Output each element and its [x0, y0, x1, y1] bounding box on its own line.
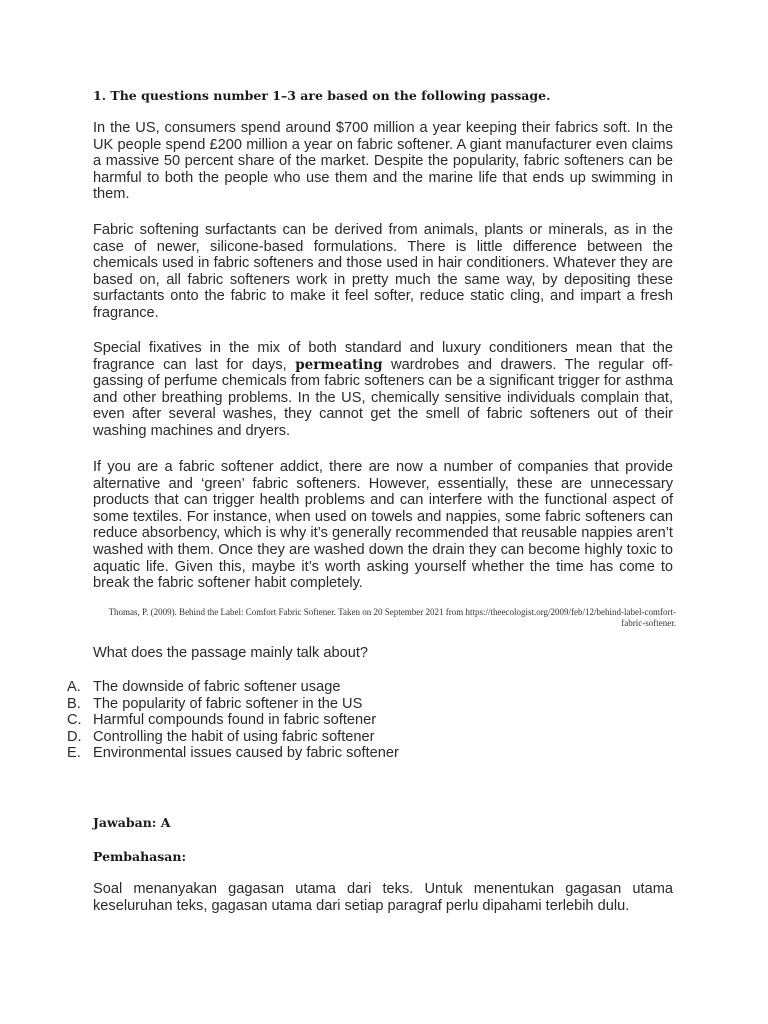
option-d: [67, 729, 677, 746]
paragraph-3-text-end: wardrobes and drawers. The regular off-gassing of perfume chemicals from fabric softeners can be a significant trigger for asthma and other breathing problems. In the US, chemically sensitive individuals complain that, even after several washes, they cannot get the smell of fabric softeners out of their washing machines and dryers.: [93, 356, 674, 439]
option-text: Harmful compounds found in fabric softener: [93, 712, 377, 729]
passage-citation: Thomas, P. (2009). Behind the Label: Comfort Fabric Softener. Taken on 20 September 2021 from https://theecologist.org/2009/feb/12/behind-label-comfort-fabric-softener.: [108, 607, 676, 628]
answer-key: Jawaban: A: [93, 815, 171, 830]
option-letter: C.: [67, 712, 82, 729]
option-b: [67, 696, 677, 713]
option-letter: A.: [67, 679, 81, 695]
explanation-heading: Pembahasan:: [93, 849, 187, 864]
option-letter: E.: [67, 745, 81, 762]
option-text: Environmental issues caused by fabric softener: [93, 745, 399, 762]
passage-paragraph-1: In the US, consumers spend around $700 million a year keeping their fabrics soft. In the UK people spend £200 million a year on fabric softener. A giant manufacturer even claims a massive 50 percent share of the market. Despite the popularity, fabric softeners can be harmful to both the people who use them and the marine life that ends up swimming in them.: [93, 120, 673, 203]
bold-word-permeating: permeating: [295, 356, 383, 373]
answer-options-list: [67, 679, 677, 762]
option-e: [67, 745, 677, 762]
paragraph-3-text-start: Special fixatives in the mix of both standard and luxury conditioners mean that the fragrance can last for days,: [93, 340, 673, 373]
option-text: The downside of fabric softener usage: [93, 679, 341, 695]
passage-heading: 1. The questions number 1–3 are based on the following passage.: [93, 88, 551, 103]
passage-paragraph-4: If you are a fabric softener addict, there are now a number of companies that provide alternative and ‘green’ fabric softeners. However, essentially, these are unnecessary products that can trigger health problems and can interfere with the functional aspect of some textiles. For instance, when used on towels and nappies, some fabric softeners can reduce absorbency, which is why it’s generally recommended that reusable nappies aren’t washed with them. Once they are washed down the drain they can become highly toxic to aquatic life. Given this, maybe it’s worth asking yourself whether the time has come to break the fabric softener habit completely.: [93, 459, 673, 592]
option-letter: B.: [67, 695, 81, 712]
option-text: The popularity of fabric softener in the US: [93, 695, 363, 712]
option-letter: D.: [67, 728, 82, 745]
option-text: Controlling the habit of using fabric softener: [93, 728, 375, 745]
question-text: What does the passage mainly talk about?: [93, 645, 369, 661]
passage-paragraph-2: Fabric softening surfactants can be derived from animals, plants or minerals, as in the case of newer, silicone-based formulations. There is little difference between the chemicals used in fabric softeners and those used in hair conditioners. Whatever they are based on, all fabric softeners work in pretty much the same way, by depositing these surfactants onto the fabric to make it feel softer, reduce static cling, and impart a fresh fragrance.: [93, 222, 673, 321]
explanation-text: Soal menanyakan gagasan utama dari teks. Untuk menentukan gagasan utama keseluruhan teks, gagasan utama dari setiap paragraf perlu dipahami terlebih dulu.: [93, 881, 673, 914]
passage-paragraph-3: [93, 340, 673, 440]
option-c: [67, 712, 677, 729]
option-a: [67, 679, 677, 696]
